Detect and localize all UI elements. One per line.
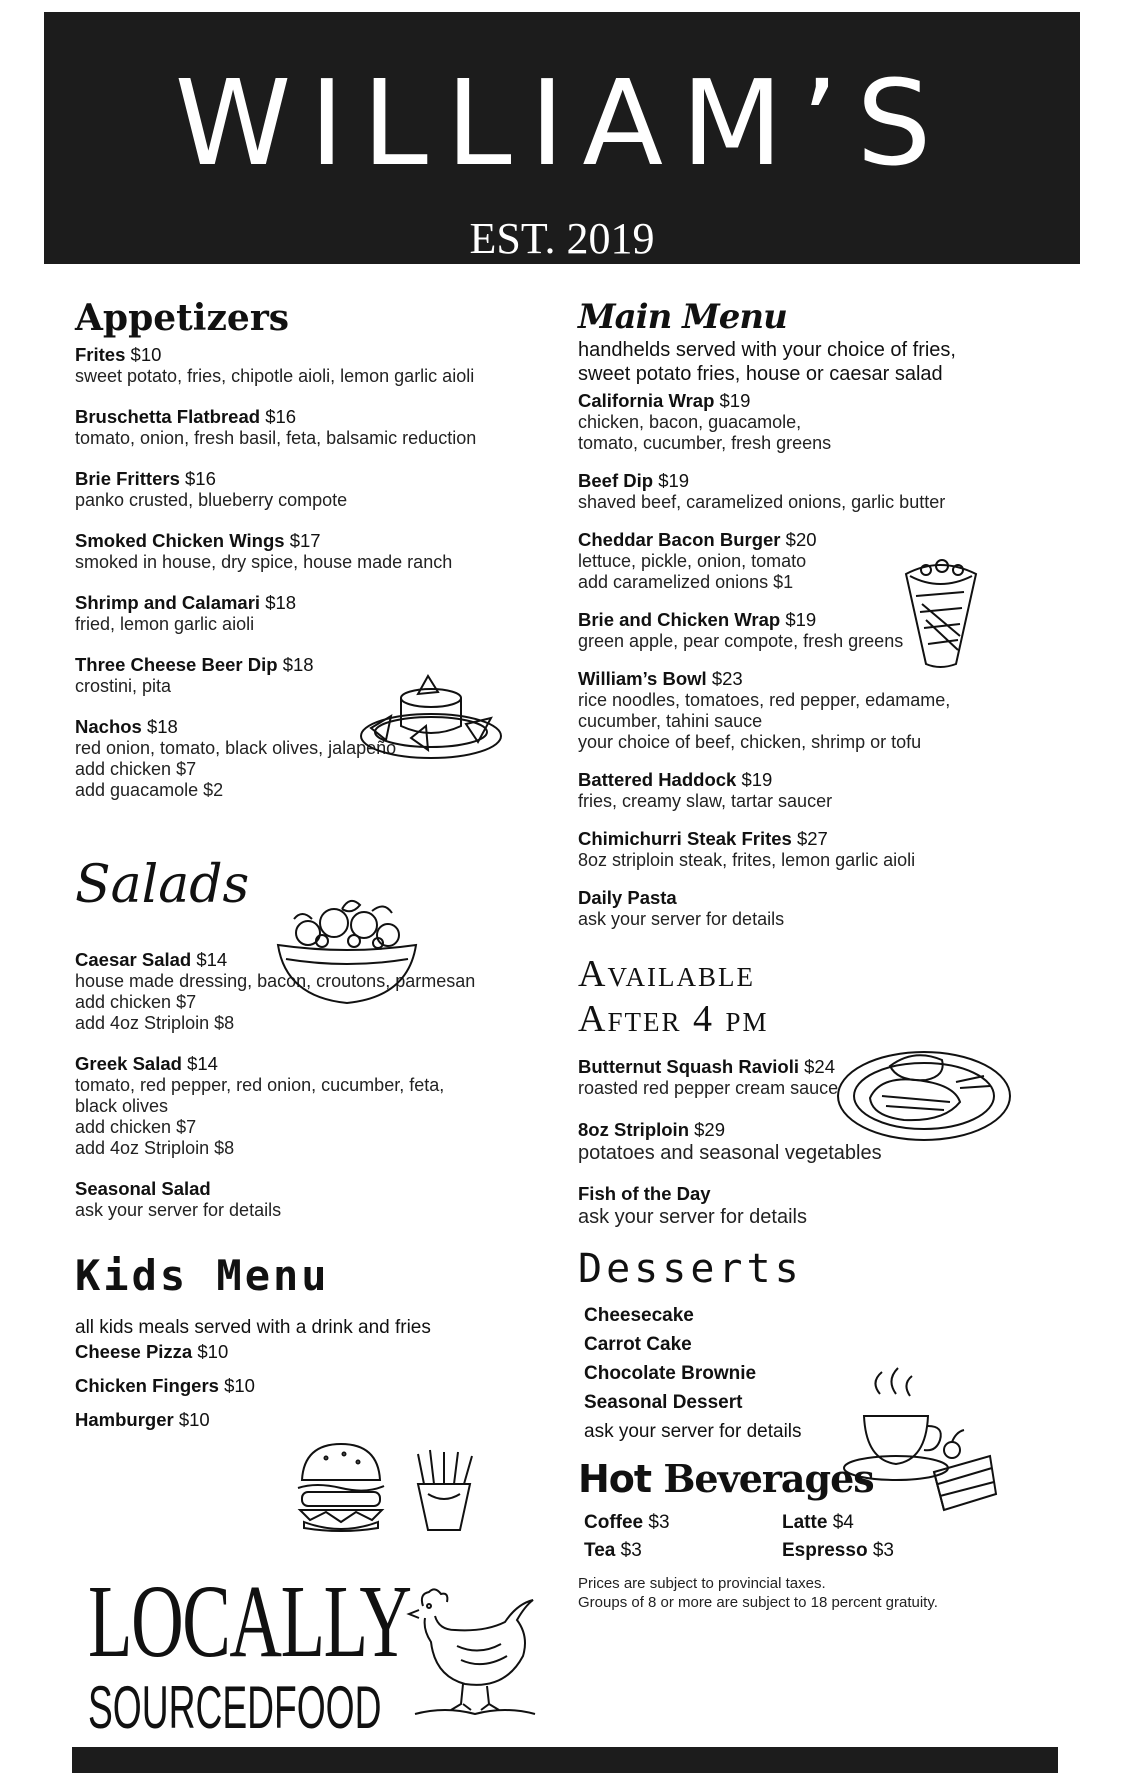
item-price: $10 — [197, 1341, 229, 1362]
item-name: Cheese Pizza — [75, 1341, 193, 1362]
menu-item — [578, 668, 1058, 753]
salads-heading: Salads — [75, 855, 250, 915]
item-price: $10 — [224, 1375, 255, 1396]
item-name: Beef Dip — [578, 470, 654, 491]
item-desc: black olives — [75, 1096, 169, 1116]
burger-illustration — [296, 1440, 386, 1532]
dessert-item: Chocolate Brownie — [584, 1362, 757, 1384]
after-4pm-heading-line2: After 4 pm — [578, 997, 769, 1040]
item-name: Hamburger — [75, 1409, 174, 1430]
item-price: $3 — [648, 1511, 670, 1533]
item-price: $14 — [196, 949, 228, 970]
kids-menu-heading: Kids Menu — [75, 1251, 330, 1300]
header-banner — [44, 12, 1080, 264]
item-price: $19 — [785, 609, 817, 630]
item-desc: potatoes and seasonal vegetables — [578, 1141, 882, 1164]
item-price: $27 — [796, 828, 828, 849]
menu-item — [578, 470, 1058, 513]
main-intro: handhelds served with your choice of fries, — [578, 339, 956, 361]
left-column — [75, 297, 535, 1437]
item-desc: green apple, pear compote, fresh greens — [578, 631, 904, 651]
menu-item — [578, 609, 1058, 652]
item-addon: add chicken $7 — [75, 759, 197, 779]
item-desc: your choice of beef, chicken, shrimp or tofu — [578, 732, 922, 752]
item-desc: fried, lemon garlic aioli — [75, 614, 255, 634]
item-desc: tomato, onion, fresh basil, feta, balsamic reduction — [75, 428, 477, 448]
item-price: $3 — [620, 1539, 642, 1561]
hot-word: Hot — [578, 1456, 652, 1501]
main-intro: sweet potato fries, house or caesar salad — [578, 363, 943, 385]
desserts-heading: Desserts — [578, 1245, 803, 1292]
item-name: Tea — [584, 1539, 616, 1561]
item-name: Brie and Chicken Wrap — [578, 609, 781, 630]
tax-note-line: Prices are subject to provincial taxes. — [578, 1574, 826, 1592]
item-name: Battered Haddock — [578, 769, 737, 790]
wrap-illustration — [900, 556, 980, 670]
item-desc: ask your server for details — [578, 1205, 807, 1228]
item-addon: add 4oz Striploin $8 — [75, 1138, 235, 1158]
established-year: EST. 2019 — [469, 214, 655, 263]
nachos-dip-illustration — [356, 668, 506, 764]
locally-text: LOCALLY — [88, 1564, 411, 1679]
dessert-item: Carrot Cake — [584, 1333, 692, 1355]
item-desc: lettuce, pickle, onion, tomato — [578, 551, 807, 571]
item-desc: tomato, cucumber, fresh greens — [578, 433, 832, 453]
item-price: $17 — [289, 530, 321, 551]
item-name: Three Cheese Beer Dip — [75, 654, 278, 675]
item-price: $19 — [741, 769, 773, 790]
item-price: $29 — [694, 1118, 726, 1140]
item-price: $23 — [711, 668, 743, 689]
item-desc: crostini, pita — [75, 676, 172, 696]
item-desc: shaved beef, caramelized onions, garlic butter — [578, 492, 946, 512]
item-price: $18 — [282, 654, 314, 675]
item-price: $18 — [146, 716, 178, 737]
item-price: $19 — [658, 470, 690, 491]
item-name: Brie Fritters — [75, 468, 180, 489]
item-desc: rice noodles, tomatoes, red pepper, edamame, — [578, 690, 951, 710]
menu-item — [578, 529, 1058, 593]
menu-item — [75, 1178, 535, 1221]
menu-item — [75, 344, 535, 387]
item-name: Greek Salad — [75, 1053, 182, 1074]
kids-intro: all kids meals served with a drink and fries — [75, 1317, 431, 1338]
steak-plate-illustration — [834, 1036, 1014, 1146]
dessert-item: Cheesecake — [584, 1304, 694, 1326]
item-price: $14 — [187, 1053, 218, 1074]
item-addon: add 4oz Striploin $8 — [75, 1013, 235, 1033]
menu-item — [75, 592, 535, 635]
item-name: Caesar Salad — [75, 949, 192, 970]
kids-item — [75, 1335, 535, 1369]
beverage-item — [584, 1512, 782, 1534]
after-4pm-heading — [578, 952, 1058, 1042]
menu-item — [578, 828, 1058, 871]
beverage-item — [782, 1540, 962, 1562]
tax-note — [578, 1574, 1058, 1612]
item-name: Chicken Fingers — [75, 1375, 219, 1396]
item-addon: add chicken $7 — [75, 992, 197, 1012]
kids-item — [75, 1369, 535, 1403]
menu-item — [75, 468, 535, 511]
item-name: William’s Bowl — [578, 668, 707, 689]
menu-item — [75, 530, 535, 573]
locally-sourced-food — [88, 1564, 411, 1741]
dessert-item: Seasonal Dessert — [584, 1391, 743, 1413]
menu-item — [75, 1053, 535, 1159]
item-price: $16 — [185, 468, 216, 489]
item-name: Butternut Squash Ravioli — [578, 1055, 799, 1077]
item-addon: add guacamole $2 — [75, 780, 224, 800]
beverage-item — [584, 1540, 782, 1562]
restaurant-name: WILLIAM’S — [174, 54, 950, 192]
item-name: Seasonal Salad — [75, 1178, 211, 1199]
menu-item — [578, 769, 1058, 812]
tax-note-line: Groups of 8 or more are subject to 18 percent gratuity. — [578, 1593, 938, 1611]
item-name: Chimichurri Steak Frites — [578, 828, 792, 849]
item-price: $4 — [832, 1511, 854, 1533]
coffee-cake-illustration — [840, 1364, 1000, 1524]
sourced-food-text: SOURCEDFOOD — [88, 1674, 382, 1741]
fries-illustration — [408, 1448, 480, 1532]
kids-item — [75, 1403, 535, 1437]
item-desc: cucumber, tahini sauce — [578, 711, 763, 731]
item-desc: tomato, red pepper, red onion, cucumber, feta, — [75, 1075, 445, 1095]
item-desc: roasted red pepper cream sauce — [578, 1077, 839, 1098]
item-price: $3 — [872, 1539, 894, 1561]
item-name: Coffee — [584, 1511, 644, 1533]
item-desc: panko crusted, blueberry compote — [75, 490, 348, 510]
item-name: Bruschetta Flatbread — [75, 406, 261, 427]
item-desc: 8oz striploin steak, frites, lemon garlic aioli — [578, 850, 916, 870]
item-name: Frites — [75, 344, 126, 365]
item-name: Espresso — [782, 1539, 868, 1561]
item-price: $24 — [804, 1055, 836, 1077]
item-price: $10 — [178, 1409, 210, 1430]
item-desc: ask your server for details — [578, 909, 785, 929]
item-name: California Wrap — [578, 390, 715, 411]
item-price: $16 — [265, 406, 297, 427]
item-addon: add chicken $7 — [75, 1117, 197, 1137]
item-addon: add caramelized onions $1 — [578, 572, 794, 592]
item-name: Nachos — [75, 716, 142, 737]
item-desc: chicken, bacon, guacamole, — [578, 412, 802, 432]
menu-item — [578, 1183, 1058, 1229]
salad-bowl-illustration — [272, 895, 422, 1007]
main-menu-heading: Main Menu — [578, 297, 787, 337]
menu-item — [75, 406, 535, 449]
chicken-illustration — [405, 1586, 540, 1720]
item-desc: sweet potato, fries, chipotle aioli, lemon garlic aioli — [75, 366, 475, 386]
menu-item — [578, 390, 1058, 454]
item-name: 8oz Striploin — [578, 1118, 689, 1140]
menu-item — [578, 887, 1058, 930]
item-price: $20 — [785, 529, 817, 550]
appetizers-heading: Appetizers — [75, 297, 290, 339]
item-desc: smoked in house, dry spice, house made ranch — [75, 552, 453, 572]
item-price: $19 — [719, 390, 751, 411]
item-desc: fries, creamy slaw, tartar saucer — [578, 791, 833, 811]
item-desc: red onion, tomato, black olives, jalapeño — [75, 738, 397, 758]
item-name: Shrimp and Calamari — [75, 592, 261, 613]
item-name: Daily Pasta — [578, 887, 677, 908]
item-name: Fish of the Day — [578, 1182, 711, 1204]
beverages-word: Beverages — [663, 1455, 874, 1501]
item-price: $10 — [130, 344, 162, 365]
item-name: Smoked Chicken Wings — [75, 530, 285, 551]
dessert-note: ask your server for details — [584, 1420, 802, 1442]
item-desc: house made dressing, bacon, croutons, parmesan — [75, 971, 476, 991]
footer-bar — [72, 1747, 1058, 1773]
item-name: Latte — [782, 1511, 828, 1533]
item-name: Cheddar Bacon Burger — [578, 529, 781, 550]
after-4pm-heading-line1: Available — [578, 953, 755, 995]
item-desc: ask your server for details — [75, 1200, 282, 1220]
item-price: $18 — [265, 592, 297, 613]
